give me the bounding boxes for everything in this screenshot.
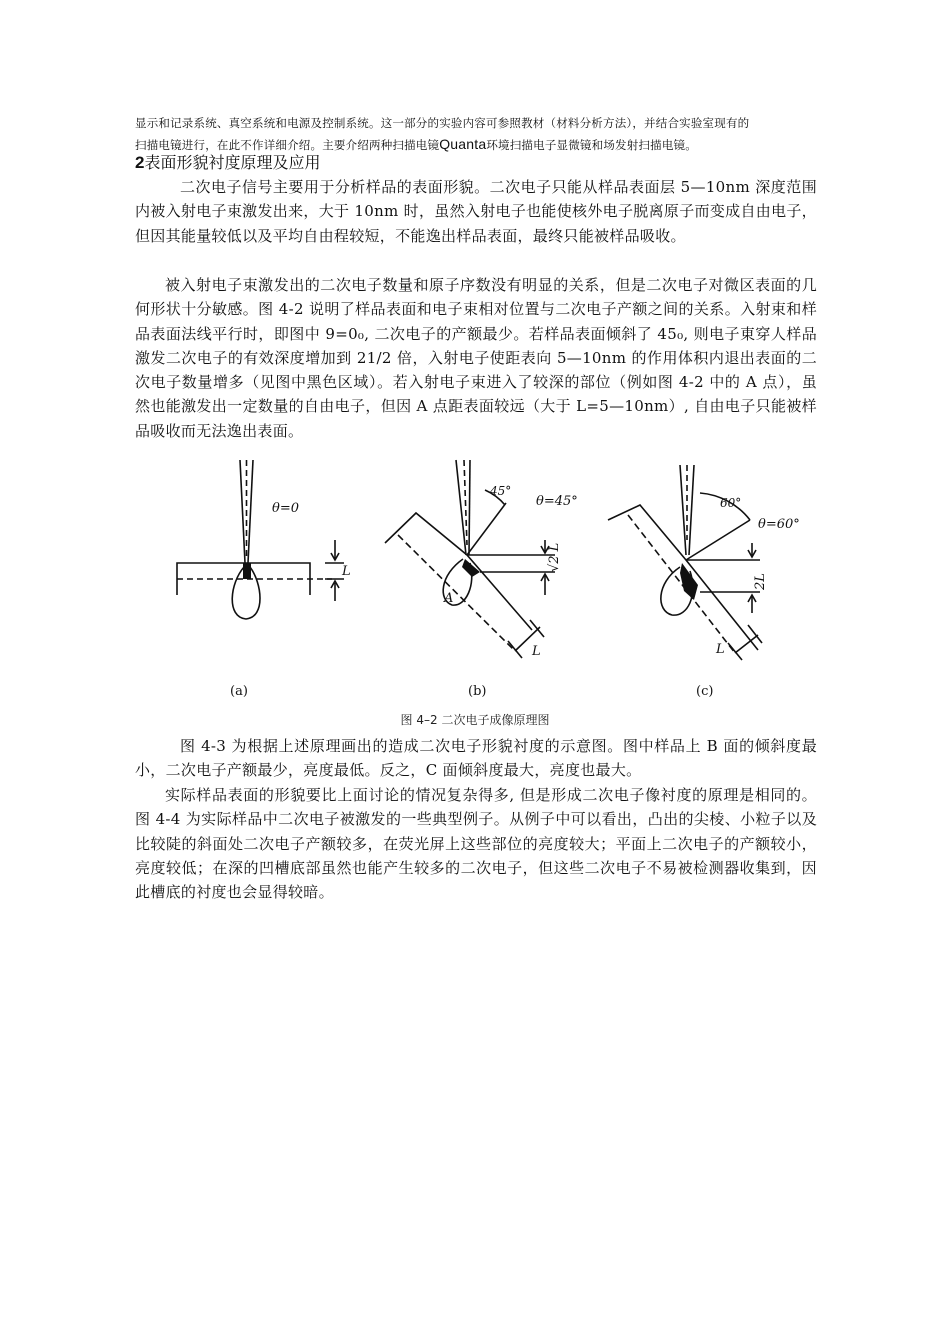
panel-b-angle-label: 45° <box>490 484 512 498</box>
panel-b-L-label: L <box>532 644 541 659</box>
panel-a-theta-label: θ=0 <box>272 501 299 516</box>
section-title: 表面形貌衬度原理及应用 <box>144 153 321 172</box>
panel-b-depth-label: √2 L <box>547 542 562 572</box>
panel-c-diagram <box>608 465 762 660</box>
panel-c-angle-label: 60° <box>720 496 742 510</box>
panel-a-diagram <box>177 460 344 619</box>
panel-c-L-label: L <box>716 642 725 657</box>
paragraph-3: 图 4-3 为根据上述原理画出的造成二次电子形貌衬度的示意图。图中样品上 B 面的倾斜度最小，二次电子产额最少，亮度最低。反之，C 面倾斜度最大，亮度也最大。 <box>135 737 817 780</box>
panel-c-tag: (c) <box>696 684 714 699</box>
figure-drawing <box>160 455 800 705</box>
top-note-text-2b: 环境扫描电子显微镜和场发射扫描电镜。 <box>486 138 697 152</box>
top-note-text-2a: 扫描电镜进行，在此不作详细介绍。主要介绍两种扫描电镜 <box>135 138 440 152</box>
top-note-brand: Quanta <box>439 136 487 152</box>
figure-secondary-electron-principle <box>160 455 800 705</box>
panel-b-diagram <box>385 460 555 658</box>
top-note-text-1: 显示和记录系统、真空系统和电源及控制系统。这一部分的实验内容可参照教材（材料分析方法），并结合实验室现有的 <box>135 116 750 130</box>
figure-caption: 图 4–2 二次电子成像原理图 <box>400 713 550 727</box>
panel-b-tag: (b) <box>468 684 487 699</box>
paragraph-1: 二次电子信号主要用于分析样品的表面形貌。二次电子只能从样品表面层 5—10nm 深度范围内被入射电子束激发出来，大于 10nm 时，虽然入射电子也能使核外电子脱离原子而变成自由电子，但因其能量较低以及平均自由程较短，不能逸出样品表面，最终只能被样品吸收。 <box>135 178 817 245</box>
top-note-line-1 <box>135 113 825 134</box>
panel-c-depth-label: 2L <box>753 573 768 590</box>
paragraph-2: 被入射电子束激发出的二次电子数量和原子序数没有明显的关系，但是二次电子对微区表面的几何形状十分敏感。图 4-2 说明了样品表面和电子束相对位置与二次电子产额之间的关系。入射束和样品表面法线平行时，即图中 9=0₀, 二次电子的产额最少。若样品表面倾斜了 45₀, 则电子東穿人样品激发二次电子的有效深度增加到 21/2 倍，入射电子使距表向 5—10nm 的作用体积内退出表面的二次电子数量增多（见图中黑色区域）。若入射电子束进入了较深的部位（例如图 4-2 中的 A 点），虽然也能激发出一定数量的自由电子，但因 A 点距表面较远（大于 L=5—10nm）, 自由电子只能被样品吸收而无法逸出表面。 <box>135 276 817 440</box>
panel-c-theta-label: θ=60° <box>758 517 800 532</box>
panel-b-theta-label: θ=45° <box>536 494 578 509</box>
section-number: 2 <box>135 153 145 172</box>
panel-a-tag: (a) <box>230 684 248 699</box>
section-heading <box>135 152 320 174</box>
panel-a-L-label: L <box>342 564 351 579</box>
panel-b-point-A: A <box>444 591 454 606</box>
paragraph-4: 实际样品表面的形貌要比上面讨论的情况复杂得多, 但是形成二次电子像衬度的原理是相同的。图 4-4 为实际样品中二次电子被激发的一些典型例子。从例子中可以看出，凸出的尖棱、小粒子以及比较陡的斜面处二次电子产额较多，在荧光屏上这些部位的亮度较大；平面上二次电子的产额较小，亮度较低；在深的凹槽底部虽然也能产生较多的二次电子，但这些二次电子不易被检测器收集到，因此槽底的衬度也会显得较暗。 <box>135 786 817 902</box>
